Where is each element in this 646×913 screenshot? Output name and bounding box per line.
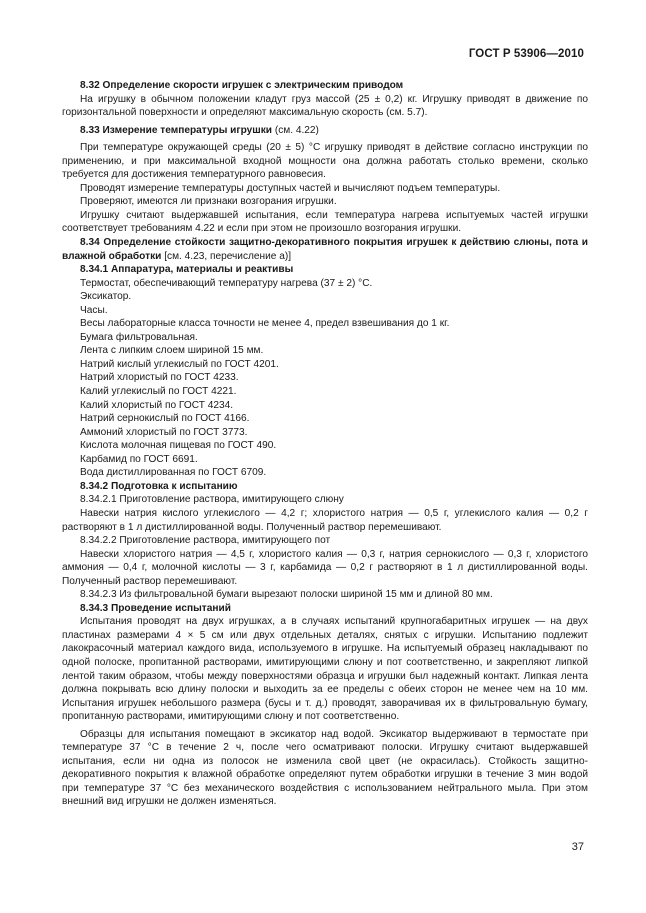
document-id: ГОСТ Р 53906—2010 — [468, 48, 584, 60]
section-8-34-ref: [см. 4.23, перечисление а)] — [161, 250, 292, 262]
section-8-33-p3: Проверяют, имеются ли признаки возгорания игрушки. — [80, 196, 337, 208]
material-item: Натрий кислый углекислый по ГОСТ 4201. — [80, 358, 279, 370]
section-8-34-2-1-title: 8.34.2.1 Приготовление раствора, имитирующего слюну — [80, 494, 344, 506]
section-8-34-2-heading: 8.34.2 Подготовка к испытанию — [80, 480, 238, 492]
section-8-33-heading-line — [62, 124, 588, 138]
section-8-34-2-2-text: Навески хлористого натрия — 4,5 г, хлористого калия — 0,3 г, натрия сернокислого — 0,3 г, хлористого аммония — 0,4 г, молочной кислоты — 3 г, карбамида — 0,2 г растворяют в 1 л дистиллированной воды. Полученный раствор перемешивают. — [62, 548, 588, 587]
section-8-34-3-p1: Испытания проводят на двух игрушках, а в случаях испытаний крупногабаритных игрушек — на двух пластинах размерами 4 × 5 см или двух отдельных деталях, снятых с игрушки. Испытанию подлежит лакокрасочный материал каждого вида, используемого в игрушке. На испытуемый образец накладывают по одной полоске, пропитанной растворами, имитирующими слюну и пот соответственно, и закрепляют липкой лентой таким образом, чтобы между поверхностями образца и игрушки был надежный контакт. Липкая лента должна покрывать всю длину полоски и выходить за ее пределы с обеих сторон не менее чем на 10 мм. Испытания игрушек небольшого размера (бусы и т. д.) проводят, заворачивая их в фильтровальную бумагу, пропитанную растворами, имитирующими слюну и пот соответственно. — [62, 616, 588, 723]
material-item: Натрий сернокислый по ГОСТ 4166. — [80, 413, 250, 425]
material-item: Часы. — [80, 304, 108, 316]
section-8-33-p2: Проводят измерение температуры доступных частей и вычисляют подъем температуры. — [80, 182, 501, 194]
material-item: Аммоний хлористый по ГОСТ 3773. — [80, 426, 248, 438]
document-body — [62, 79, 588, 809]
section-8-34-1-heading: 8.34.1 Аппаратура, материалы и реактивы — [80, 264, 294, 276]
material-item: Вода дистиллированная по ГОСТ 6709. — [80, 467, 267, 479]
section-8-34-3-heading: 8.34.3 Проведение испытаний — [80, 602, 231, 614]
page-number: 37 — [571, 841, 584, 853]
material-item: Натрий хлористый по ГОСТ 4233. — [80, 372, 239, 384]
material-item: Калий хлористый по ГОСТ 4234. — [80, 399, 234, 411]
section-8-34-2-1-text: Навески натрия кислого углекислого — 4,2 г; хлористого натрия — 0,5 г, углекислого калия — 0,2 г растворяют в 1 л дистиллированной воды. Полученный раствор перемешивают. — [62, 507, 588, 533]
section-8-32-heading: 8.32 Определение скорости игрушек с электрическим приводом — [80, 80, 404, 91]
section-8-32-text: На игрушку в обычном положении кладут груз массой (25 ± 0,2) кг. Игрушку приводят в движение по горизонтальной поверхности и определяют максимальную скорость (см. 5.7). — [62, 93, 588, 119]
section-8-34-2-2-title: 8.34.2.2 Приготовление раствора, имитирующего пот — [80, 535, 331, 547]
section-8-34-heading: 8.34 Определение стойкости защитно-декоративного покрытия игрушек к действию слюны, пота и влажной обработки — [62, 237, 588, 262]
section-8-34-heading-line — [62, 236, 588, 263]
section-8-34-2-3-text: 8.34.2.3 Из фильтровальной бумаги вырезают полоски шириной 15 мм и длиной 80 мм. — [80, 589, 493, 601]
section-8-33-ref: (см. 4.22) — [272, 124, 319, 136]
material-item: Карбамид по ГОСТ 6691. — [80, 453, 198, 465]
material-item: Термостат, обеспечивающий температуру нагрева (37 ± 2) °С. — [80, 277, 373, 289]
material-item: Эксикатор. — [80, 291, 132, 303]
section-8-34-3-p2: Образцы для испытания помещают в эксикатор над водой. Эксикатор выдерживают в термостате при температуре 37 °С в течение 2 ч, после чего осматривают полоски. Игрушку считают выдержавшей испытания, если ни одна из полосок не изменила свой цвет (не окрасилась). Стойкость защитно-декоративного покрытия к влажной обработке определяют путем обработки игрушки в течение 3 мин водой при температуре 37 °С без механического воздействия с использованием нейтрального мыла. При этом внешний вид игрушки не должен изменяться. — [62, 728, 588, 808]
material-item: Весы лабораторные класса точности не менее 4, предел взвешивания до 1 кг. — [80, 318, 450, 330]
section-8-33-heading: 8.33 Измерение температуры игрушки — [80, 124, 273, 136]
material-item: Лента с липким слоем шириной 15 мм. — [80, 345, 264, 357]
section-8-33-p4: Игрушку считают выдержавшей испытания, если температура нагрева испытуемых частей игрушки соответствует требованиям 4.22 и если при этом не произошло возгорания игрушки. — [62, 209, 588, 235]
section-8-33-p1: При температуре окружающей среды (20 ± 5) °С игрушку приводят в действие согласно инструкции по применению, и при максимальной входной мощности она должна работать столько времени, сколько требуется для достижения температурного равновесия. — [62, 142, 588, 181]
material-item: Калий углекислый по ГОСТ 4221. — [80, 386, 237, 398]
material-item: Кислота молочная пищевая по ГОСТ 490. — [80, 440, 277, 452]
material-item: Бумага фильтровальная. — [80, 331, 198, 343]
